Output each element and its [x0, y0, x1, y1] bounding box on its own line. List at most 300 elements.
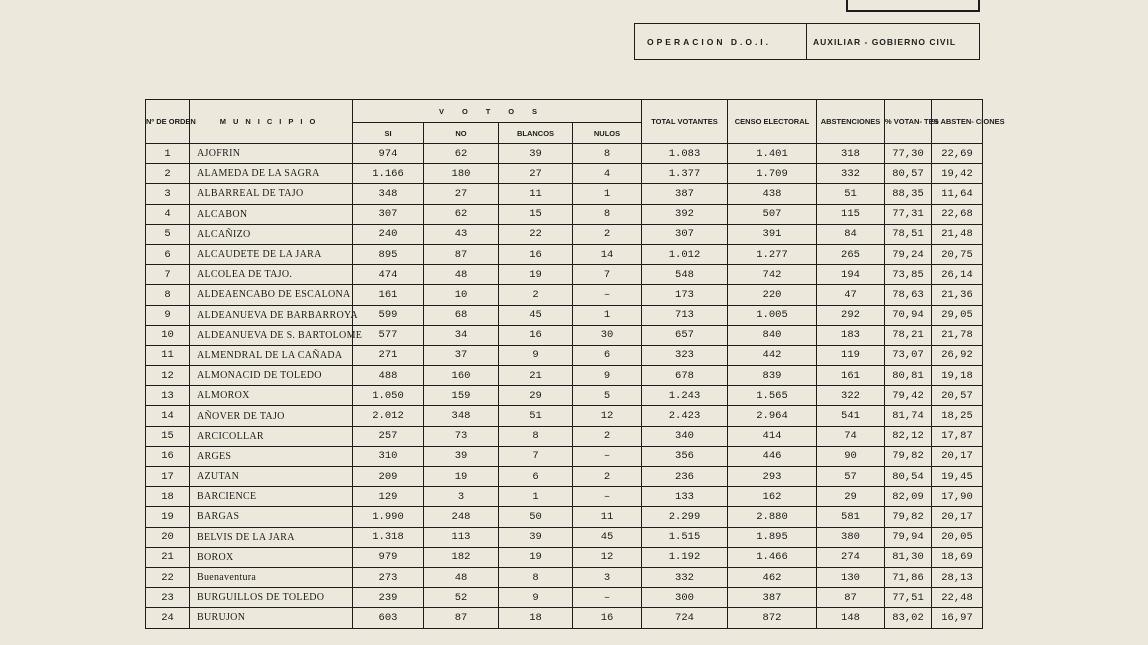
table-row — [146, 305, 983, 325]
municipio-cell: BARCIENCE — [190, 487, 353, 507]
censo-cell: 507 — [728, 204, 817, 224]
total-votantes-cell: 356 — [642, 446, 728, 466]
abstenciones-cell: 51 — [817, 184, 885, 204]
pct-votantes-cell: 77,51 — [885, 588, 932, 608]
municipio-cell: ALCAÑIZO — [190, 224, 353, 244]
nulos-cell: 45 — [573, 527, 642, 547]
si-cell: 2.012 — [353, 406, 424, 426]
censo-cell: 1.005 — [728, 305, 817, 325]
header-pct-abstenciones: % ABSTEN- CIONES — [932, 100, 983, 144]
abstenciones-cell: 292 — [817, 305, 885, 325]
header-votos: VOTOS — [353, 100, 642, 123]
municipio-cell: AÑOVER DE TAJO — [190, 406, 353, 426]
table-row — [146, 184, 983, 204]
header-municipio: MUNICIPIO — [190, 100, 353, 144]
no-cell: 73 — [424, 426, 499, 446]
header-no: NO — [424, 123, 499, 144]
blancos-cell: 21 — [499, 366, 573, 386]
pct-abstenciones-cell: 28,13 — [932, 567, 983, 587]
pct-abstenciones-cell: 11,64 — [932, 184, 983, 204]
pct-votantes-cell: 80,54 — [885, 467, 932, 487]
table-row — [146, 244, 983, 264]
no-cell: 62 — [424, 204, 499, 224]
censo-cell: 162 — [728, 487, 817, 507]
blancos-cell: 15 — [499, 204, 573, 224]
censo-cell: 1.895 — [728, 527, 817, 547]
abstenciones-cell: 87 — [817, 588, 885, 608]
header-pct-votantes: % VOTAN- TES — [885, 100, 932, 144]
pct-votantes-cell: 70,94 — [885, 305, 932, 325]
table-row — [146, 386, 983, 406]
pct-votantes-cell: 77,30 — [885, 144, 932, 164]
abstenciones-cell: 57 — [817, 467, 885, 487]
nulos-cell: 2 — [573, 224, 642, 244]
abstenciones-cell: 115 — [817, 204, 885, 224]
abstenciones-cell: 84 — [817, 224, 885, 244]
orden-cell: 13 — [146, 386, 190, 406]
censo-cell: 293 — [728, 467, 817, 487]
total-votantes-cell: 332 — [642, 567, 728, 587]
pct-abstenciones-cell: 22,68 — [932, 204, 983, 224]
orden-cell: 5 — [146, 224, 190, 244]
abstenciones-cell: 274 — [817, 547, 885, 567]
no-cell: 113 — [424, 527, 499, 547]
table-row — [146, 265, 983, 285]
no-cell: 48 — [424, 265, 499, 285]
censo-cell: 839 — [728, 366, 817, 386]
municipio-cell: ALMONACID DE TOLEDO — [190, 366, 353, 386]
abstenciones-cell: 318 — [817, 144, 885, 164]
pct-abstenciones-cell: 18,25 — [932, 406, 983, 426]
table-row — [146, 567, 983, 587]
censo-cell: 840 — [728, 325, 817, 345]
no-cell: 27 — [424, 184, 499, 204]
municipio-cell: BELVIS DE LA JARA — [190, 527, 353, 547]
abstenciones-cell: 322 — [817, 386, 885, 406]
abstenciones-cell: 194 — [817, 265, 885, 285]
si-cell: 603 — [353, 608, 424, 628]
pct-abstenciones-cell: 21,78 — [932, 325, 983, 345]
pct-abstenciones-cell: 19,45 — [932, 467, 983, 487]
auxiliar-label: AUXILIAR - GOBIERNO CIVIL — [813, 36, 957, 47]
no-cell: 19 — [424, 467, 499, 487]
no-cell: 34 — [424, 325, 499, 345]
total-votantes-cell: 300 — [642, 588, 728, 608]
abstenciones-cell: 90 — [817, 446, 885, 466]
blancos-cell: 16 — [499, 244, 573, 264]
pct-votantes-cell: 88,35 — [885, 184, 932, 204]
blancos-cell: 2 — [499, 285, 573, 305]
blancos-cell: 9 — [499, 345, 573, 365]
table-row — [146, 588, 983, 608]
top-stamp-box — [846, 0, 980, 12]
total-votantes-cell: 1.012 — [642, 244, 728, 264]
table-body — [146, 144, 983, 629]
municipio-cell: BURUJON — [190, 608, 353, 628]
no-cell: 37 — [424, 345, 499, 365]
pct-votantes-cell: 71,86 — [885, 567, 932, 587]
header-abstenciones: ABSTENCIONES — [817, 100, 885, 144]
blancos-cell: 1 — [499, 487, 573, 507]
table-row — [146, 164, 983, 184]
si-cell: 895 — [353, 244, 424, 264]
municipio-cell: ALMOROX — [190, 386, 353, 406]
pct-votantes-cell: 73,07 — [885, 345, 932, 365]
total-votantes-cell: 387 — [642, 184, 728, 204]
nulos-cell: – — [573, 487, 642, 507]
censo-cell: 387 — [728, 588, 817, 608]
municipio-cell: ALAMEDA DE LA SAGRA — [190, 164, 353, 184]
table-row — [146, 446, 983, 466]
censo-cell: 1.565 — [728, 386, 817, 406]
censo-cell: 442 — [728, 345, 817, 365]
total-votantes-cell: 657 — [642, 325, 728, 345]
no-cell: 62 — [424, 144, 499, 164]
municipio-cell: ALDEANUEVA DE S. BARTOLOME — [190, 325, 353, 345]
orden-cell: 22 — [146, 567, 190, 587]
censo-cell: 1.709 — [728, 164, 817, 184]
total-votantes-cell: 678 — [642, 366, 728, 386]
nulos-cell: 3 — [573, 567, 642, 587]
si-cell: 240 — [353, 224, 424, 244]
nulos-cell: 1 — [573, 305, 642, 325]
municipio-cell: ARCICOLLAR — [190, 426, 353, 446]
pct-votantes-cell: 80,57 — [885, 164, 932, 184]
abstenciones-cell: 47 — [817, 285, 885, 305]
total-votantes-cell: 307 — [642, 224, 728, 244]
table-row — [146, 608, 983, 628]
table-row — [146, 345, 983, 365]
municipio-cell: ALBARREAL DE TAJO — [190, 184, 353, 204]
orden-cell: 6 — [146, 244, 190, 264]
municipio-cell: Buenaventura — [190, 567, 353, 587]
no-cell: 43 — [424, 224, 499, 244]
orden-cell: 24 — [146, 608, 190, 628]
blancos-cell: 22 — [499, 224, 573, 244]
blancos-cell: 16 — [499, 325, 573, 345]
table-row — [146, 426, 983, 446]
abstenciones-cell: 265 — [817, 244, 885, 264]
abstenciones-cell: 148 — [817, 608, 885, 628]
no-cell: 160 — [424, 366, 499, 386]
pct-votantes-cell: 82,12 — [885, 426, 932, 446]
censo-cell: 872 — [728, 608, 817, 628]
censo-cell: 742 — [728, 265, 817, 285]
orden-cell: 1 — [146, 144, 190, 164]
orden-cell: 8 — [146, 285, 190, 305]
censo-cell: 1.401 — [728, 144, 817, 164]
si-cell: 307 — [353, 204, 424, 224]
nulos-cell: 14 — [573, 244, 642, 264]
total-votantes-cell: 236 — [642, 467, 728, 487]
si-cell: 239 — [353, 588, 424, 608]
si-cell: 474 — [353, 265, 424, 285]
pct-abstenciones-cell: 21,36 — [932, 285, 983, 305]
si-cell: 979 — [353, 547, 424, 567]
pct-abstenciones-cell: 29,05 — [932, 305, 983, 325]
no-cell: 180 — [424, 164, 499, 184]
total-votantes-cell: 133 — [642, 487, 728, 507]
si-cell: 273 — [353, 567, 424, 587]
table-row — [146, 467, 983, 487]
pct-votantes-cell: 78,63 — [885, 285, 932, 305]
no-cell: 48 — [424, 567, 499, 587]
no-cell: 248 — [424, 507, 499, 527]
abstenciones-cell: 130 — [817, 567, 885, 587]
nulos-cell: 12 — [573, 406, 642, 426]
nulos-cell: 16 — [573, 608, 642, 628]
table-row — [146, 487, 983, 507]
blancos-cell: 51 — [499, 406, 573, 426]
table-row — [146, 527, 983, 547]
municipio-cell: ALDEANUEVA DE BARBARROYA — [190, 305, 353, 325]
orden-cell: 2 — [146, 164, 190, 184]
orden-cell: 17 — [146, 467, 190, 487]
operation-label: OPERACION D.O.I. — [635, 24, 807, 59]
pct-votantes-cell: 79,82 — [885, 446, 932, 466]
orden-cell: 21 — [146, 547, 190, 567]
pct-votantes-cell: 78,51 — [885, 224, 932, 244]
censo-cell: 2.964 — [728, 406, 817, 426]
orden-cell: 16 — [146, 446, 190, 466]
table-row — [146, 406, 983, 426]
blancos-cell: 39 — [499, 144, 573, 164]
nulos-cell: 2 — [573, 467, 642, 487]
nulos-cell: – — [573, 588, 642, 608]
abstenciones-cell: 581 — [817, 507, 885, 527]
table-row — [146, 144, 983, 164]
si-cell: 209 — [353, 467, 424, 487]
pct-abstenciones-cell: 26,14 — [932, 265, 983, 285]
orden-cell: 12 — [146, 366, 190, 386]
total-votantes-cell: 2.299 — [642, 507, 728, 527]
municipio-cell: BARGAS — [190, 507, 353, 527]
pct-abstenciones-cell: 26,92 — [932, 345, 983, 365]
orden-cell: 7 — [146, 265, 190, 285]
no-cell: 3 — [424, 487, 499, 507]
orden-cell: 10 — [146, 325, 190, 345]
municipio-cell: ALCABON — [190, 204, 353, 224]
pct-abstenciones-cell: 22,48 — [932, 588, 983, 608]
table-row — [146, 507, 983, 527]
orden-cell: 15 — [146, 426, 190, 446]
pct-votantes-cell: 73,85 — [885, 265, 932, 285]
si-cell: 1.050 — [353, 386, 424, 406]
pct-abstenciones-cell: 20,57 — [932, 386, 983, 406]
blancos-cell: 18 — [499, 608, 573, 628]
blancos-cell: 6 — [499, 467, 573, 487]
nulos-cell: – — [573, 285, 642, 305]
pct-abstenciones-cell: 19,18 — [932, 366, 983, 386]
blancos-cell: 45 — [499, 305, 573, 325]
blancos-cell: 19 — [499, 265, 573, 285]
pct-abstenciones-cell: 21,48 — [932, 224, 983, 244]
censo-cell: 1.466 — [728, 547, 817, 567]
orden-cell: 3 — [146, 184, 190, 204]
municipio-cell: AJOFRIN — [190, 144, 353, 164]
blancos-cell: 50 — [499, 507, 573, 527]
total-votantes-cell: 548 — [642, 265, 728, 285]
header-si: SI — [353, 123, 424, 144]
orden-cell: 19 — [146, 507, 190, 527]
pct-votantes-cell: 81,74 — [885, 406, 932, 426]
total-votantes-cell: 392 — [642, 204, 728, 224]
pct-votantes-cell: 82,09 — [885, 487, 932, 507]
si-cell: 974 — [353, 144, 424, 164]
pct-votantes-cell: 79,24 — [885, 244, 932, 264]
pct-votantes-cell: 83,02 — [885, 608, 932, 628]
pct-abstenciones-cell: 19,42 — [932, 164, 983, 184]
no-cell: 68 — [424, 305, 499, 325]
total-votantes-cell: 724 — [642, 608, 728, 628]
orden-cell: 20 — [146, 527, 190, 547]
si-cell: 488 — [353, 366, 424, 386]
no-cell: 159 — [424, 386, 499, 406]
pct-abstenciones-cell: 17,90 — [932, 487, 983, 507]
pct-votantes-cell: 77,31 — [885, 204, 932, 224]
total-votantes-cell: 713 — [642, 305, 728, 325]
orden-cell: 18 — [146, 487, 190, 507]
censo-cell: 438 — [728, 184, 817, 204]
table-row — [146, 547, 983, 567]
nulos-cell: 1 — [573, 184, 642, 204]
operation-header-box — [634, 23, 980, 60]
blancos-cell: 8 — [499, 426, 573, 446]
pct-abstenciones-cell: 17,87 — [932, 426, 983, 446]
abstenciones-cell: 541 — [817, 406, 885, 426]
table-row — [146, 325, 983, 345]
nulos-cell: 7 — [573, 265, 642, 285]
censo-cell: 220 — [728, 285, 817, 305]
si-cell: 348 — [353, 184, 424, 204]
table-row — [146, 204, 983, 224]
nulos-cell: 6 — [573, 345, 642, 365]
blancos-cell: 9 — [499, 588, 573, 608]
no-cell: 87 — [424, 244, 499, 264]
table-row — [146, 285, 983, 305]
pct-votantes-cell: 79,42 — [885, 386, 932, 406]
no-cell: 10 — [424, 285, 499, 305]
header-nulos: NULOS — [573, 123, 642, 144]
si-cell: 161 — [353, 285, 424, 305]
si-cell: 1.318 — [353, 527, 424, 547]
blancos-cell: 39 — [499, 527, 573, 547]
nulos-cell: 9 — [573, 366, 642, 386]
si-cell: 599 — [353, 305, 424, 325]
blancos-cell: 29 — [499, 386, 573, 406]
si-cell: 257 — [353, 426, 424, 446]
nulos-cell: 4 — [573, 164, 642, 184]
abstenciones-cell: 161 — [817, 366, 885, 386]
total-votantes-cell: 1.515 — [642, 527, 728, 547]
blancos-cell: 8 — [499, 567, 573, 587]
total-votantes-cell: 323 — [642, 345, 728, 365]
total-votantes-cell: 1.243 — [642, 386, 728, 406]
abstenciones-cell: 332 — [817, 164, 885, 184]
orden-cell: 14 — [146, 406, 190, 426]
orden-cell: 11 — [146, 345, 190, 365]
orden-cell: 23 — [146, 588, 190, 608]
total-votantes-cell: 1.377 — [642, 164, 728, 184]
blancos-cell: 27 — [499, 164, 573, 184]
pct-votantes-cell: 79,82 — [885, 507, 932, 527]
nulos-cell: 5 — [573, 386, 642, 406]
censo-cell: 1.277 — [728, 244, 817, 264]
pct-abstenciones-cell: 20,17 — [932, 507, 983, 527]
pct-abstenciones-cell: 22,69 — [932, 144, 983, 164]
blancos-cell: 11 — [499, 184, 573, 204]
pct-abstenciones-cell: 20,05 — [932, 527, 983, 547]
header-orden: Nº DE ORDEN — [146, 100, 190, 144]
censo-cell: 414 — [728, 426, 817, 446]
header-censo-electoral: CENSO ELECTORAL — [728, 100, 817, 144]
municipio-cell: ARGES — [190, 446, 353, 466]
nulos-cell: 8 — [573, 144, 642, 164]
blancos-cell: 19 — [499, 547, 573, 567]
pct-votantes-cell: 80,81 — [885, 366, 932, 386]
abstenciones-cell: 29 — [817, 487, 885, 507]
header-total-votantes: TOTAL VOTANTES — [642, 100, 728, 144]
municipio-cell: BOROX — [190, 547, 353, 567]
si-cell: 1.166 — [353, 164, 424, 184]
pct-abstenciones-cell: 20,75 — [932, 244, 983, 264]
no-cell: 52 — [424, 588, 499, 608]
results-table — [145, 99, 1005, 629]
municipio-cell: ALCAUDETE DE LA JARA — [190, 244, 353, 264]
header-blancos: BLANCOS — [499, 123, 573, 144]
si-cell: 271 — [353, 345, 424, 365]
nulos-cell: – — [573, 446, 642, 466]
si-cell: 1.990 — [353, 507, 424, 527]
total-votantes-cell: 1.192 — [642, 547, 728, 567]
municipio-cell: ALMENDRAL DE LA CAÑADA — [190, 345, 353, 365]
no-cell: 182 — [424, 547, 499, 567]
censo-cell: 462 — [728, 567, 817, 587]
municipio-cell: BURGUILLOS DE TOLEDO — [190, 588, 353, 608]
pct-votantes-cell: 81,30 — [885, 547, 932, 567]
nulos-cell: 11 — [573, 507, 642, 527]
censo-cell: 391 — [728, 224, 817, 244]
nulos-cell: 30 — [573, 325, 642, 345]
table-row — [146, 224, 983, 244]
si-cell: 577 — [353, 325, 424, 345]
municipio-cell: ALCOLEA DE TAJO. — [190, 265, 353, 285]
orden-cell: 4 — [146, 204, 190, 224]
pct-abstenciones-cell: 18,69 — [932, 547, 983, 567]
abstenciones-cell: 183 — [817, 325, 885, 345]
blancos-cell: 7 — [499, 446, 573, 466]
abstenciones-cell: 119 — [817, 345, 885, 365]
pct-votantes-cell: 78,21 — [885, 325, 932, 345]
si-cell: 129 — [353, 487, 424, 507]
total-votantes-cell: 2.423 — [642, 406, 728, 426]
total-votantes-cell: 1.083 — [642, 144, 728, 164]
abstenciones-cell: 74 — [817, 426, 885, 446]
orden-cell: 9 — [146, 305, 190, 325]
pct-abstenciones-cell: 20,17 — [932, 446, 983, 466]
total-votantes-cell: 340 — [642, 426, 728, 446]
censo-cell: 2.880 — [728, 507, 817, 527]
total-votantes-cell: 173 — [642, 285, 728, 305]
nulos-cell: 2 — [573, 426, 642, 446]
censo-cell: 446 — [728, 446, 817, 466]
si-cell: 310 — [353, 446, 424, 466]
table-row — [146, 366, 983, 386]
municipio-cell: AZUTAN — [190, 467, 353, 487]
no-cell: 348 — [424, 406, 499, 426]
no-cell: 39 — [424, 446, 499, 466]
no-cell: 87 — [424, 608, 499, 628]
